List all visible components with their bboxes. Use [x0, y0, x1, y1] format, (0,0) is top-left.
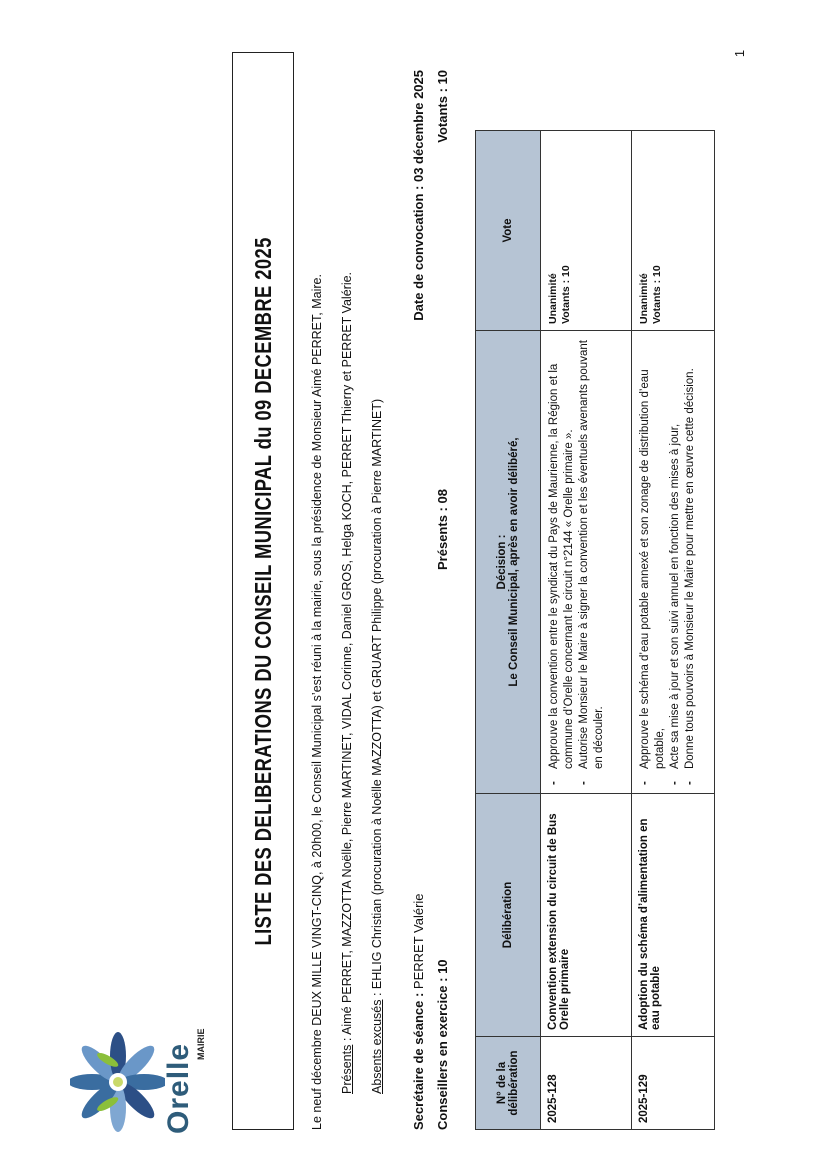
logo-name: Orelle — [162, 1042, 195, 1134]
header-decision — [476, 331, 541, 794]
decision-item: - Acte sa mise à jour et son suivi annuel en fonction des mises à jour, — [668, 337, 683, 769]
header-vote: Vote — [476, 131, 541, 331]
row-vote — [632, 131, 715, 331]
vote-result: Unanimité — [547, 273, 559, 324]
decision-item: - Autorise Monsieur le Maire à signer la convention et les éventuels avenants pouvant en découler. — [577, 337, 607, 769]
document-sheet — [60, 40, 820, 1140]
row-num: 2025-128 — [541, 1037, 632, 1130]
row-vote — [541, 131, 632, 331]
present-count: Présents : 08 — [434, 489, 450, 570]
decision-list — [638, 337, 698, 787]
meeting-meta — [406, 70, 454, 1130]
header-deliberation: Délibération — [476, 794, 541, 1037]
title-box — [232, 52, 294, 1130]
secretary-value: PERRET Valérie — [410, 893, 426, 993]
absents-text: : EHLIG Christian (procuration à Noëlle MAZZOTTA) et GRUART Philippe (procuration à Pierre MARTINET) — [370, 398, 384, 1000]
meta-row-1 — [406, 70, 430, 1130]
table-header-row — [476, 131, 541, 1130]
page-number: 1 — [732, 49, 748, 58]
vote-count: Votants : 10 — [560, 265, 572, 324]
decision-item: - Approuve le schéma d’eau potable annexé et son zonage de distribution d’eau potable, — [638, 337, 668, 769]
logo-subtitle: MAIRIE — [196, 1028, 206, 1060]
presents-text: : Aimé PERRET, MAZZOTTA Noëlle, Pierre MARTINET, VIDAL Corinne, Daniel GROS, Helga KOCH, PERRET Thierry et PERRET Valérie. — [340, 271, 354, 1045]
vote-count: Votants : 10 — [651, 265, 663, 324]
voters-count: Votants : 10 — [434, 70, 450, 143]
orelle-logo — [70, 1020, 206, 1140]
secretary-label: Secrétaire de séance : — [410, 992, 426, 1130]
deliberations-table — [475, 130, 715, 1130]
row-deliberation: Adoption du schéma d’alimentation en eau potable — [632, 794, 715, 1037]
row-deliberation: Convention extension du circuit de Bus Orelle primaire — [541, 794, 632, 1037]
intro-text: Le neuf décembre DEUX MILLE VINGT-CINQ, à 20h00, le Conseil Municipal s’est réuni à la mairie, sous la présidence de Monsieur Aimé PERRET, Maire. — [310, 274, 324, 1130]
decision-item: - Approuve la convention entre le syndicat du Pays de Maurienne, la Région et la commune d’Orelle concernant le circuit n°2144 « Orelle primaire ». — [547, 337, 577, 769]
table-row — [632, 131, 715, 1130]
presents-label: Présents — [340, 1044, 354, 1094]
row-num: 2025-129 — [632, 1037, 715, 1130]
convocation-date: Date de convocation : 03 décembre 2025 — [410, 70, 426, 321]
table-row — [541, 131, 632, 1130]
decision-list — [547, 337, 607, 787]
header-decision-line2: Le Conseil Municipal, après en avoir délibéré, — [508, 437, 520, 687]
header-num: N° de la délibération — [476, 1037, 541, 1130]
page-title: LISTE DES DELIBERATIONS DU CONSEIL MUNICIPAL du 09 DECEMBRE 2025 — [249, 236, 276, 946]
intro-section — [302, 50, 392, 1130]
vote-result: Unanimité — [638, 273, 650, 324]
absents-line — [362, 50, 392, 1130]
presents-line — [332, 50, 362, 1130]
flower-icon — [70, 1020, 165, 1140]
secretary — [411, 893, 426, 1130]
row-decision — [541, 331, 632, 794]
row-decision — [632, 331, 715, 794]
meta-row-2 — [430, 70, 454, 1130]
decision-item: - Donne tous pouvoirs à Monsieur le Maire pour mettre en œuvre cette décision. — [683, 337, 698, 769]
header-decision-line1: Décision : — [496, 534, 508, 590]
councillors-count: Conseillers en exercice : 10 — [434, 959, 450, 1130]
absents-label: Absents excusés — [370, 999, 384, 1094]
